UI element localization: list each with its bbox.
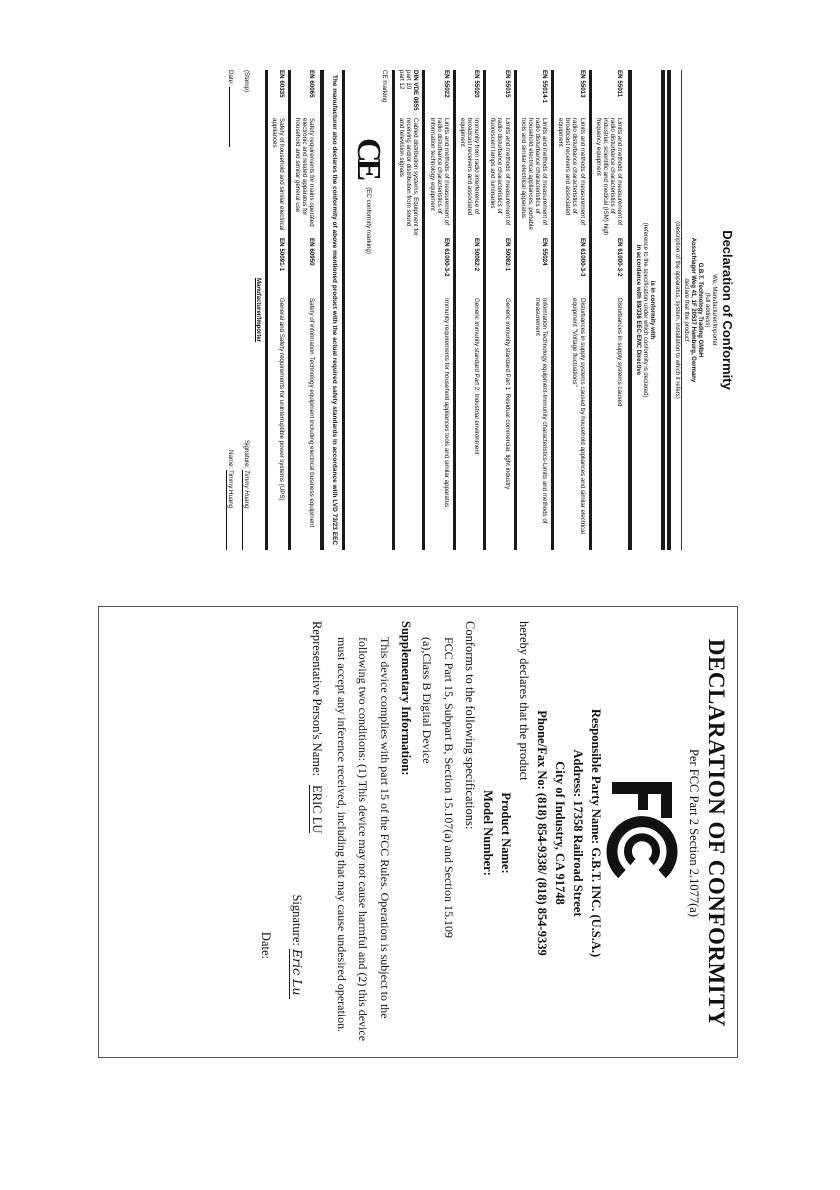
divider [681,70,682,550]
fcc-phone: Phone/Fax No: (818) 854-9338/ (818) 854-9339 [535,710,549,956]
std-desc: Information Technology equipment-Immunity characteristics-Limits and methods of measurement [533,298,549,524]
fcc-logo-icon [606,778,678,888]
fcc-logo-c-inner [628,837,656,862]
fcc-spec-line: FCC Part 15, Subpart B, Section 15.107(a) and Section 15.109 [442,637,456,938]
fcc-conforms: Conforms to the following specifications: [463,621,477,830]
din-codes [398,70,419,118]
eu-conformity [634,70,655,550]
std-code: EN 60335 [278,70,286,98]
fcc-hereby: hereby declares that the product [517,621,531,781]
eu-header-line: Ausschlager Weg 41, 1F 20537 Hamburg, Germany [690,237,697,383]
table-row [422,70,452,550]
eu-signature [242,440,250,550]
eu-header-line: G.B.T. Technology Trading GMbH [697,262,704,358]
eu-conformity-label: is in conformity with [648,280,655,340]
fcc-supplementary-heading: Supplementary Information: [398,621,413,776]
fcc-title: DECLARATION OF CONFORMITY [704,638,729,1028]
table-row [453,70,483,550]
eu-header-line: (description of the apparatus, system, installation to which it refers) [673,221,680,399]
std-desc: Generic immunity standard Part 2: Industrial environment [473,298,481,455]
fcc-city: City of Industry, CA 91748 [553,761,567,905]
empty-cell [398,298,419,550]
std-desc: Safety requirements for mains operated electronic and related apparatus for household and similar general use [294,118,316,227]
std-desc: Safety of information Technology equipment including electrical business equipment [308,298,316,528]
table-row [551,70,589,550]
rep-name: ERIC LU [310,785,325,834]
std-code: EN 55022 [442,70,450,98]
table-row [288,70,318,550]
signature-value: Eric Lu [289,949,305,999]
table-row [483,70,513,550]
eu-directive-line: in accordance with 89/336 EEC-EMC Directive [634,244,641,376]
eu-name [226,450,234,550]
eu-title: Declaration of Conformity [720,230,735,390]
empty-cell [398,238,419,298]
eu-header [683,70,717,550]
std-code: EN 55014-1 [541,70,549,104]
ce-note: (EC conformity marking) [365,187,373,254]
std-desc: General and Safety requirements for uninterruptible power systems (UPS) [278,298,286,501]
std-code: EN 60065 [308,70,316,98]
std-code: EN 61000-3-2 [616,238,624,277]
divider [667,70,671,550]
std-code: EN 61000-3-3 [578,238,586,277]
rep-label: Representative Person's Name: [310,621,325,776]
std-desc: Immunity from radio interference of broadcast receivers and associated equipment [458,118,481,216]
std-code: EN 55011 [616,70,624,98]
std-desc: Limits and methods of measurement of radio disturbance characteristics of industrial, scientific and medical (ISM) high frequency equipment [594,118,624,236]
std-code: part 10 [405,70,413,90]
divider [628,70,632,550]
fcc-declaration [99,607,738,1058]
divider [320,70,324,550]
fcc-model-number: Model Number: [481,790,495,876]
eu-header-line: (full address) [704,292,711,328]
std-code: DIN VDE 0855 [412,70,420,111]
signature-label: Signature: [242,440,250,469]
table-row [589,70,627,550]
table-row [392,70,422,550]
fcc-subtitle: Per FCC Part 2 Section 2.1077(a) [687,748,701,918]
fcc-signature-line [289,607,305,999]
stamp-label: (Stamp) [242,70,250,93]
std-desc: Limits and methods of measurement of radio disturbance characteristics of information technology equipment [428,118,450,225]
std-code: EN 50082-1 [503,238,511,272]
table-row [265,70,288,550]
fcc-logo-f-mid [638,782,648,810]
signature-label: Signature: [290,894,305,946]
ce-marking-row [342,70,392,550]
std-code: EN 55024 [541,238,549,266]
std-desc: Disturbances in supply systems caused [616,298,624,407]
std-code: EN 60950 [308,238,316,266]
std-code: EN 50091-1 [278,238,286,272]
divider [661,70,665,550]
ce-mark-icon: CE [350,138,388,178]
fcc-address: Address: 17358 Railroad Street [571,749,585,917]
ce-label: CE marking [381,70,389,103]
eu-date-block [222,70,238,550]
fcc-declaration-frame [98,606,738,1058]
fcc-supplementary-text: This device complies with part 15 of the FCC Rules. Operation is subject to the following two conditions: (1) This device may not cause harmful and (2) this device must accept any inference received, including that may cause undesired operation. [334,637,392,1042]
std-desc: Limits and methods of measurement of radio disturbance characteristics of fluorescent lamps and luminaries [489,118,511,225]
name-value: Timmy Huang [226,470,234,550]
eu-stamp [242,70,250,92]
std-code: EN 55013 [578,70,586,98]
std-desc: Cabled distribution systems; Equipment for receiving and/or distribution from sound and television signals [398,118,420,236]
date-label: Date: [259,931,274,959]
eu-signature-block [238,70,254,550]
fcc-logo-f-top [661,782,672,818]
eu-declaration [150,70,740,550]
date-value [229,87,230,147]
name-label: Name: [226,450,234,469]
std-code: EN 55020 [473,70,481,98]
std-desc: Disturbances in supply systems caused by household appliances and similar electrical equipment "Voltage fluctuations" [571,298,586,534]
eu-header-line: declare that the product [683,278,690,342]
eu-mfr-heading: Manufacturer/Importer [254,277,261,342]
fcc-party: Responsible Party Name: G.B.T. INC. (U.S.A.) [589,708,603,958]
std-desc: Immunity requirements for household appliances tools and similar apparatus [442,298,450,508]
eu-date [226,70,234,147]
signature-value: Timmy Huang [242,470,250,550]
std-desc: Safety of household and similar electrical appliances [270,118,286,231]
fcc-date-line [258,607,273,959]
fcc-spec-line: (a),Class B Digital Device [420,637,435,764]
eu-standards-table [392,70,626,550]
std-desc: Limits and methods of measurement of radio disturbance characteristics of household electrical appliances, portable tools and similar electrical apparatus [519,118,549,230]
std-code: EN 50082-2 [473,238,481,272]
eu-conformity-sub: (reference to the specification under which conformity is declared) [641,222,648,398]
std-code: EN 61000-3-2 [442,238,450,277]
fcc-logo-c-outer [612,822,672,874]
std-desc: Generic immunity standard Part 1: Residual commercial, light industry [503,298,511,490]
eu-declaration-page [150,70,740,550]
eu-header-line: We, Manufacturer/Importer [711,274,718,346]
std-code: EN 55015 [503,70,511,98]
fcc-rep-line [309,621,324,1058]
table-row [514,70,552,550]
std-desc: Limits and methods of measurement of radio disturbance characteristics of broadcast receivers and associated equipment [557,118,586,225]
fcc-product-name: Product Name: [499,792,513,874]
eu-manufacturer-note: The manufacturer also declares the conformity of above mentioned product with the actual required safety standards in accordance with LVD 73/23 EEC [330,74,338,546]
date-label: Date: [226,70,234,85]
std-code: part 12 [398,70,406,90]
